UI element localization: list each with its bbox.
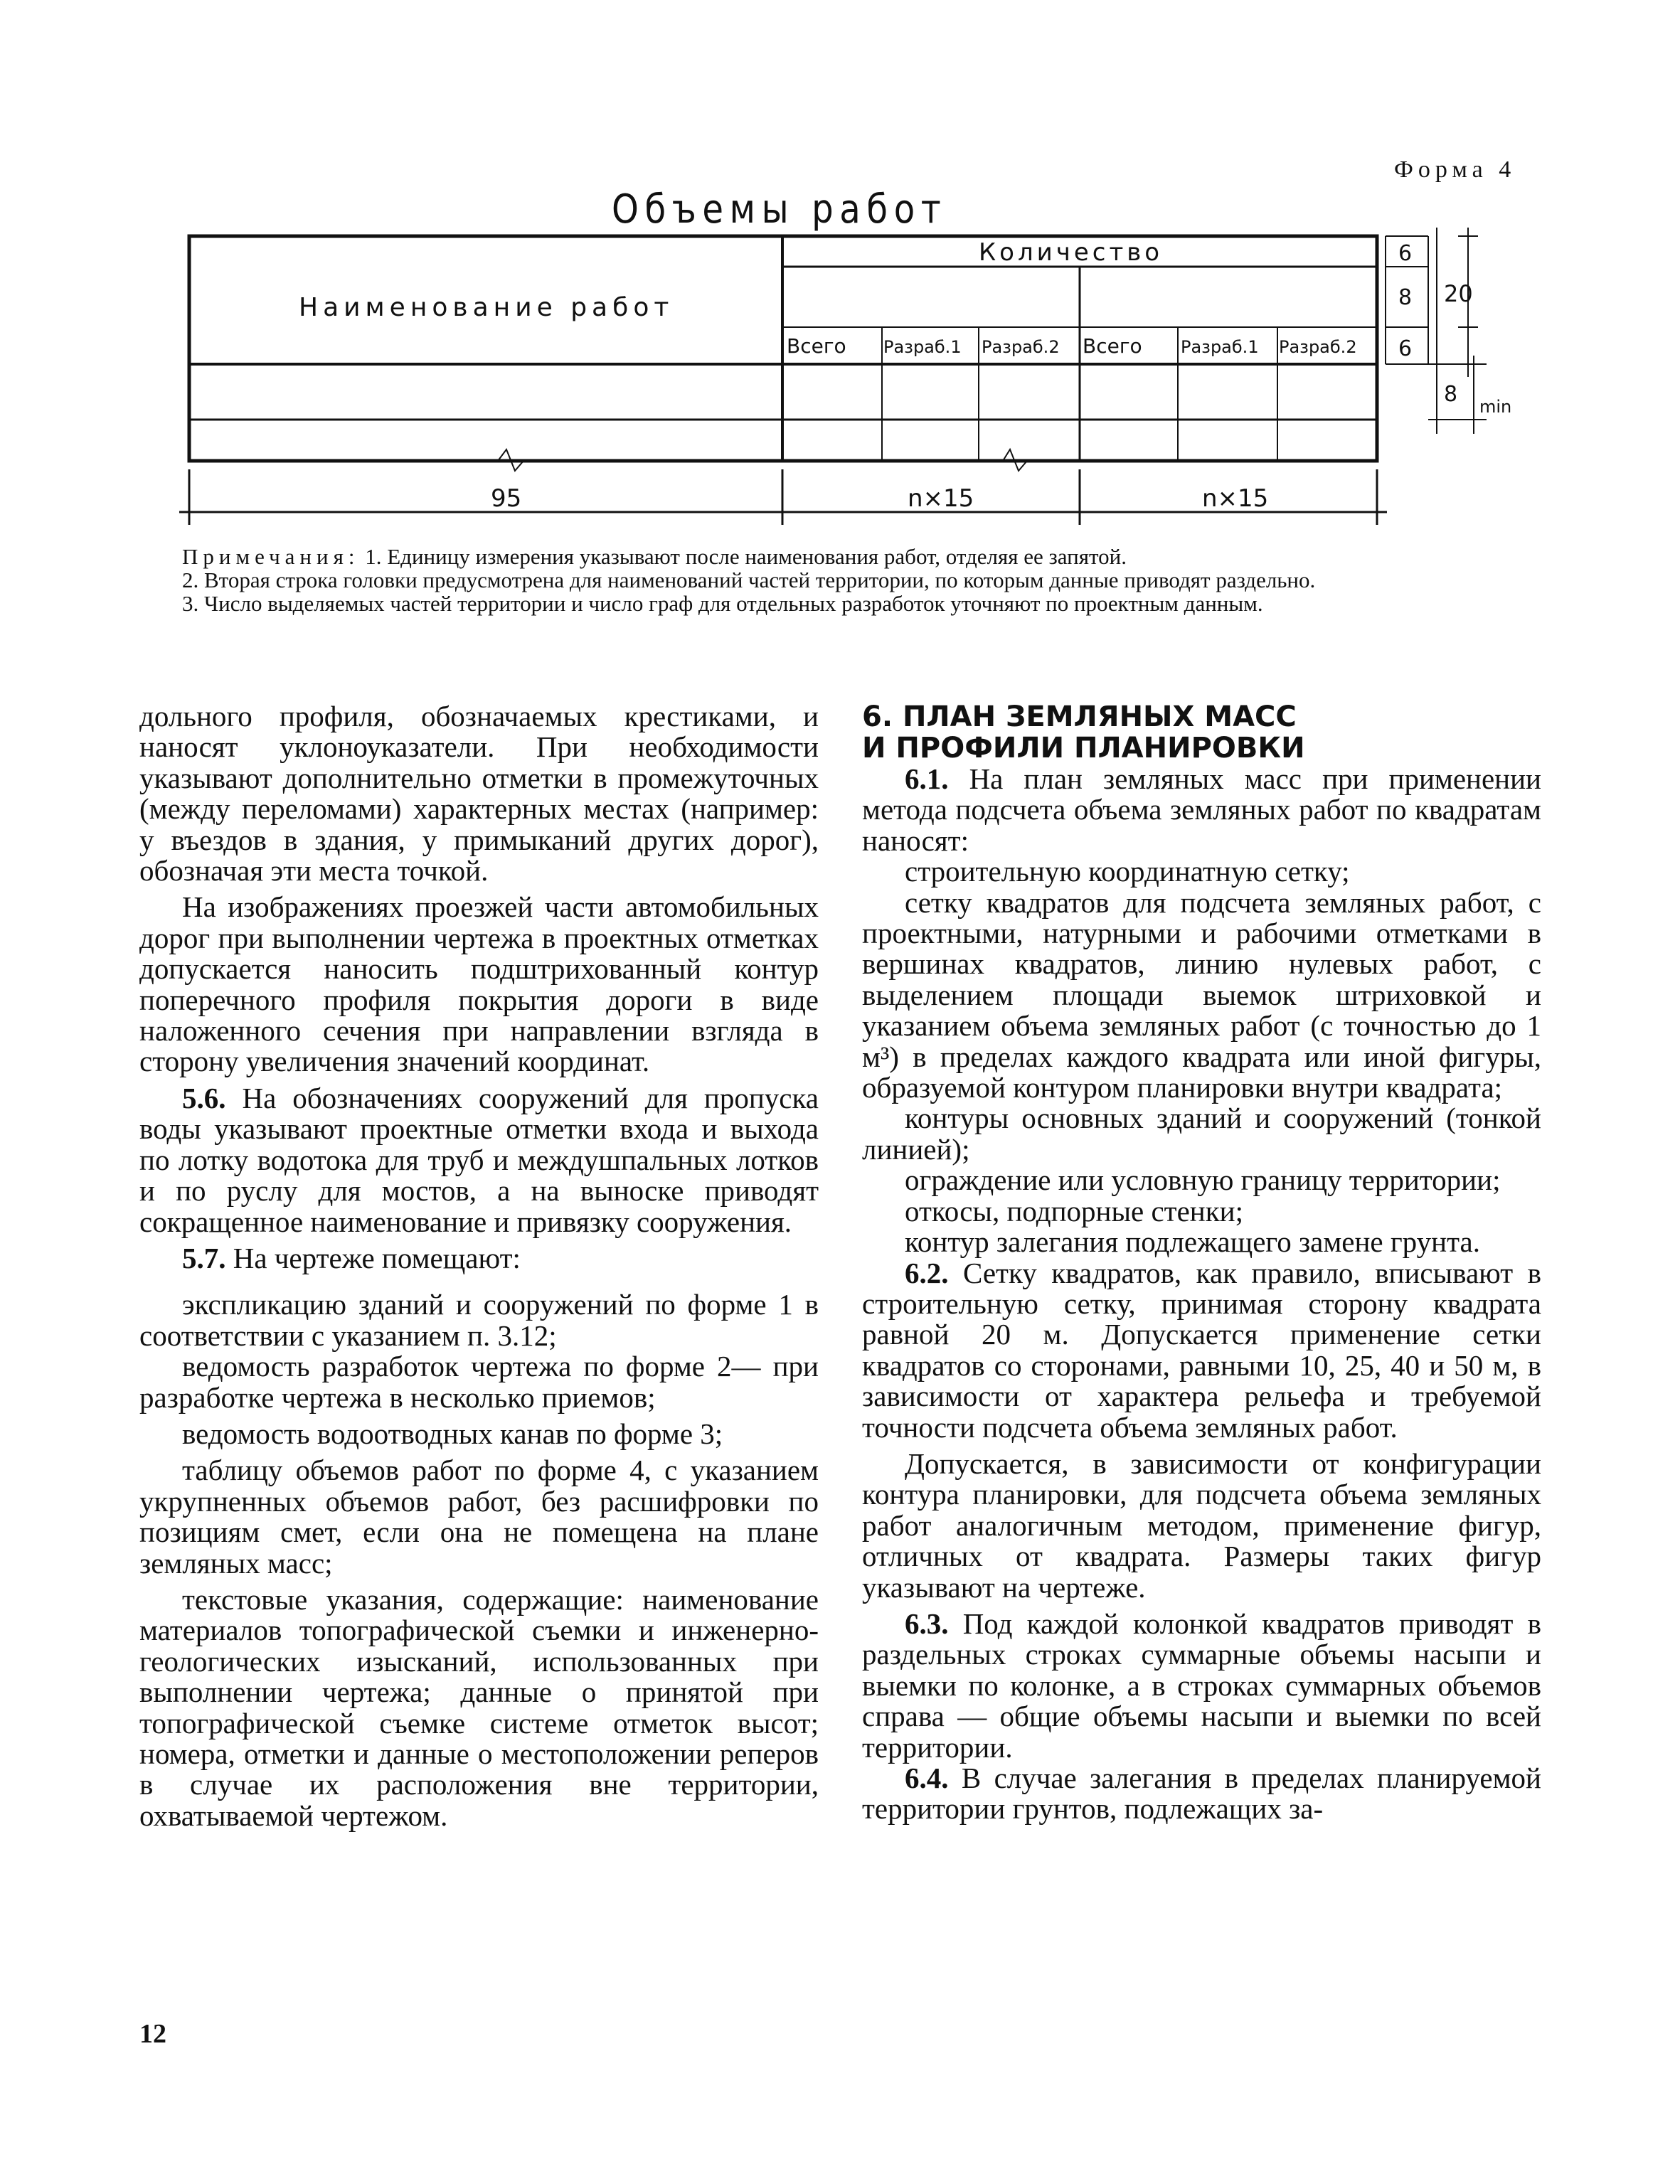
dim-95: 95 — [491, 484, 522, 513]
right-column — [862, 701, 1541, 1825]
volume-table-drawing — [0, 0, 1680, 540]
form-label: Форма 4 — [1394, 156, 1516, 183]
section-heading-line-2: И ПРОФИЛИ ПЛАНИРОВКИ — [862, 732, 1305, 765]
dim-min: min — [1479, 397, 1512, 417]
form-title: Объемы работ — [612, 186, 947, 233]
subcol-5: Разраб.1 — [1181, 337, 1259, 357]
dim-n15-b: n×15 — [1202, 484, 1269, 513]
name-header: Наименование работ — [299, 293, 674, 322]
clause-6-2-continued: Допускается, в зависимости от конфигурации контура планировки, для подсчета объема земляных работ аналогичным методом, применение фигур, отличных от квадрата. Размеры таких фигур указывают на чертеже. — [862, 1447, 1541, 1604]
subcol-2: Разраб.1 — [883, 337, 962, 357]
clause-5-7 — [139, 1243, 819, 1274]
subcol-6: Разраб.2 — [1279, 337, 1357, 357]
dim-row-6b: 6 — [1398, 336, 1413, 361]
list-item: текстовые указания, содержащие: наименование материалов топографической съемки и инженерно-геологических изысканий, использованных при выполнении чертежа; данные о принятой при топографической съемке системе отметок высот; номера, отметки и данные о местоположении реперов в случае их расположения вне территории, охватываемой чертежом. — [139, 1582, 819, 1832]
list-item: ведомость водоотводных канав по форме 3; — [182, 1417, 723, 1450]
quantity-header: Количество — [979, 238, 1164, 267]
clause-6-2-number: 6.2. — [905, 1256, 949, 1289]
list-item: таблицу объемов работ по форме 4, с указанием укрупненных объемов работ, без расшифровки по позициям смет, если она не помещена на плане земляных масс; — [139, 1454, 819, 1580]
left-paragraph-2: На изображениях проезжей части автомобильных дорог при выполнении чертежа в проектных отметках допускается наносить подштрихованный контур поперечного профиля покрытия дороги в виде наложенного сечения при направлении взгляда в сторону увеличения значений координат. — [139, 890, 819, 1078]
clause-5-7-text: На чертеже помещают: — [233, 1241, 521, 1274]
subcol-1: Всего — [787, 334, 846, 358]
clause-6-2 — [862, 1258, 1541, 1443]
clause-5-6-text: На обозначениях сооружений для пропуска воды указывают проектные отметки входа и выхода по лотку водотока для труб и междушпальных лотков и по руслу для мостов, а на выноске приводят сокращенное наименование и привязку сооружения. — [139, 1081, 819, 1238]
list-item: ограждение или условную границу территории; — [905, 1163, 1501, 1197]
clause-6-3-number: 6.3. — [905, 1607, 949, 1640]
dim-row-8b: 8 — [1444, 382, 1458, 407]
list-item: контур залегания подлежащего замене грунта. — [905, 1225, 1480, 1259]
section-heading-line-1: 6. ПЛАН ЗЕМЛЯНЫХ МАСС — [862, 701, 1297, 733]
clause-6-3-text: Под каждой колонкой квадратов приводят в раздельных строках суммарные объемы насыпи и выемки по колонке, а в строках суммарных объемов справа — общие объемы насыпи и выемки по всей территории. — [862, 1607, 1542, 1764]
left-column — [139, 701, 819, 1831]
subcol-4: Всего — [1083, 334, 1142, 358]
dim-n15-a: n×15 — [908, 484, 974, 513]
list-item: строительную координатную сетку; — [905, 855, 1350, 888]
list-item: ведомость разработок чертежа по форме 2— при разработке чертежа в несколько приемов; — [139, 1350, 819, 1414]
dim-total-20: 20 — [1444, 280, 1473, 307]
subcol-3: Разраб.2 — [982, 337, 1060, 357]
dim-row-8a: 8 — [1398, 285, 1413, 310]
clause-6-1-number: 6.1. — [905, 762, 949, 795]
clause-6-4 — [862, 1763, 1541, 1825]
clause-6-1 — [862, 764, 1541, 856]
list-item: экспликацию зданий и сооружений по форме 1 в соответствии с указанием п. 3.12; — [139, 1288, 819, 1352]
clause-6-1-text: На план земляных масс при применении метода подсчета объема земляных работ по квадратам наносят: — [862, 762, 1541, 857]
clause-6-4-number: 6.4. — [905, 1762, 949, 1794]
left-paragraph-1: дольного профиля, обозначаемых крестиками, и наносят уклоноуказатели. При необходимости указывают дополнительно отметки в промежуточных (между переломами) характерных местах (например: у въездов в здания, у примыканий других дорог), обозначая эти места точкой. — [139, 700, 819, 888]
note-3: 3. Число выделяемых частей территории и число граф для отдельных разработок уточняют по проектным данным. — [182, 591, 1263, 616]
clause-6-2-text: Сетку квадратов, как правило, вписывают в строительную сетку, принимая сторону квадрата равной 20 м. Допускается применение сетки квадратов со сторонами, равными 10, 25, 40 и 50 м, в зависимости от характера рельефа и требуемой точности подсчета объема земляных работ. — [862, 1256, 1542, 1444]
list-item: сетку квадратов для подсчета земляных работ, с проектными, натурными и рабочими отметками в вершинах квадратов, линию нулевых работ, с выделением площади выемок штриховкой и указанием объема земляных работ (с точностью до 1 м³) в пределах каждого квадрата или иной фигуры, образуемой контуром планировки внутри квадрата; — [862, 885, 1541, 1104]
clause-6-4-text: В случае залегания в пределах планируемой территории грунтов, подлежащих за- — [862, 1762, 1541, 1826]
list-item: контуры основных зданий и сооружений (тонкой линией); — [862, 1102, 1541, 1166]
table-notes — [139, 545, 1545, 615]
section-heading — [862, 701, 1541, 764]
note-1: 1. Единицу измерения указывают после наименования работ, отделяя ее запятой. — [365, 544, 1127, 569]
clause-5-7-number: 5.7. — [182, 1241, 226, 1274]
clause-5-6 — [139, 1083, 819, 1237]
clause-5-6-number: 5.6. — [182, 1081, 226, 1114]
clause-6-3 — [862, 1609, 1541, 1763]
list-item: откосы, подпорные стенки; — [905, 1194, 1243, 1227]
dim-row-6a: 6 — [1398, 241, 1413, 266]
notes-label: Примечания: — [182, 544, 360, 569]
note-2: 2. Вторая строка головки предусмотрена для наименований частей территории, по которым данные приводят раздельно. — [182, 568, 1316, 592]
page-number: 12 — [139, 2019, 166, 2049]
